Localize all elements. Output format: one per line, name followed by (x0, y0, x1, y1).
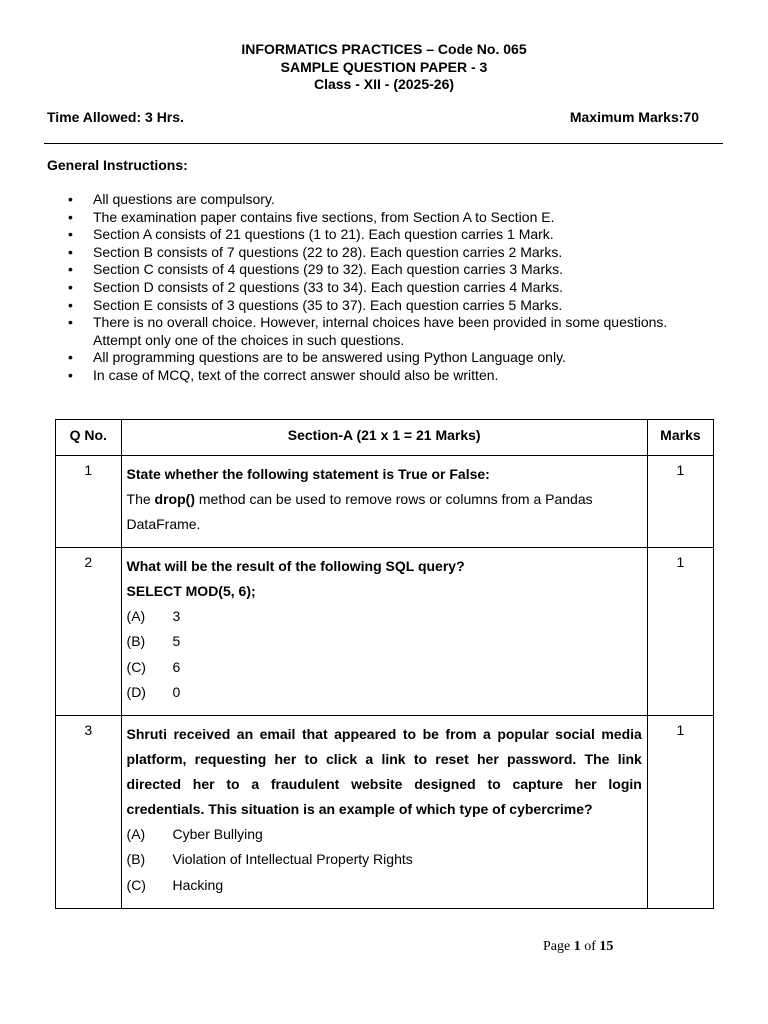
question-body (121, 456, 647, 548)
header-divider (44, 143, 723, 144)
question-marks: 1 (647, 456, 713, 548)
option-c: (C) Hacking (126, 876, 224, 893)
option-c: (C) 6 (126, 658, 181, 675)
col-header-marks: Marks (647, 420, 713, 456)
paper-title: SAMPLE QUESTION PAPER - 3 (280, 58, 488, 75)
question-marks: 1 (647, 548, 713, 716)
question-table (55, 419, 714, 909)
class-title: Class - XII - (2025-26) (313, 76, 455, 92)
subject-title: INFORMATICS PRACTICES – Code No. 065 (241, 41, 527, 57)
total-pages: 15 (599, 939, 614, 954)
instructions-title: General Instructions: (47, 157, 188, 173)
table-row (56, 456, 714, 548)
time-allowed: Time Allowed: 3 Hrs. (47, 109, 184, 125)
option-a: (A) 3 (126, 608, 181, 624)
method-name: drop() (154, 491, 195, 507)
meta-row (47, 109, 699, 125)
instruction-item: • Section B consists of 7 questions (22 to 28). Each question carries 2 Marks. (47, 244, 687, 262)
table-row (56, 716, 714, 909)
question-body (121, 548, 647, 716)
col-header-section: Section-A (21 x 1 = 21 Marks) (121, 420, 647, 456)
option-d: (D) 0 (126, 683, 181, 700)
paper-header (0, 41, 768, 94)
instruction-item: • Section C consists of 4 questions (29 to 32). Each question carries 3 Marks. (47, 261, 687, 279)
instruction-item: • The examination paper contains five sections, from Section A to Section E. (47, 209, 687, 227)
question-number: 3 (56, 716, 122, 909)
maximum-marks: Maximum Marks:70 (569, 109, 699, 125)
question-body (121, 716, 647, 909)
instruction-item: • Section D consists of 2 questions (33 to 34). Each question carries 4 Marks. (47, 279, 687, 297)
sql-query: SELECT MOD(5, 6); (126, 583, 256, 599)
question-statement: The drop() method can be used to remove rows or columns from a Pandas DataFrame. (126, 491, 593, 532)
instruction-item: • All programming questions are to be answered using Python Language only. (47, 349, 687, 367)
instruction-item: • All questions are compulsory. (47, 191, 687, 209)
instruction-item: • Section A consists of 21 questions (1 to 21). Each question carries 1 Mark. (47, 226, 687, 244)
table-header-row (56, 420, 714, 456)
question-title: Shruti received an email that appeared to be from a popular social media platform, requesting her to click a link to reset her password. The link directed her to a fraudulent website designed to capture her login credentials. This situation is an example of which type of cybercrime? (126, 726, 642, 818)
question-number: 1 (56, 456, 122, 548)
option-a: (A) Cyber Bullying (126, 826, 263, 843)
option-b: (B) 5 (126, 633, 181, 650)
question-title: State whether the following statement is True or False: (126, 466, 490, 482)
question-marks: 1 (647, 716, 713, 909)
question-number: 2 (56, 548, 122, 716)
col-header-qno: Q No. (56, 420, 122, 456)
page-number: Page 1 of 15 (543, 939, 614, 954)
table-row (56, 548, 714, 716)
instruction-item: • There is no overall choice. However, internal choices have been provided in some questions. Attempt only one of the choices in such questions. (47, 314, 687, 349)
instruction-item: • In case of MCQ, text of the correct answer should also be written. (47, 367, 687, 385)
instruction-item: • Section E consists of 3 questions (35 to 37). Each question carries 5 Marks. (47, 297, 687, 315)
instructions-list (47, 191, 687, 385)
option-b: (B) Violation of Intellectual Property Rights (126, 851, 413, 868)
question-title: What will be the result of the following SQL query? (126, 558, 465, 574)
current-page: 1 (573, 939, 581, 954)
